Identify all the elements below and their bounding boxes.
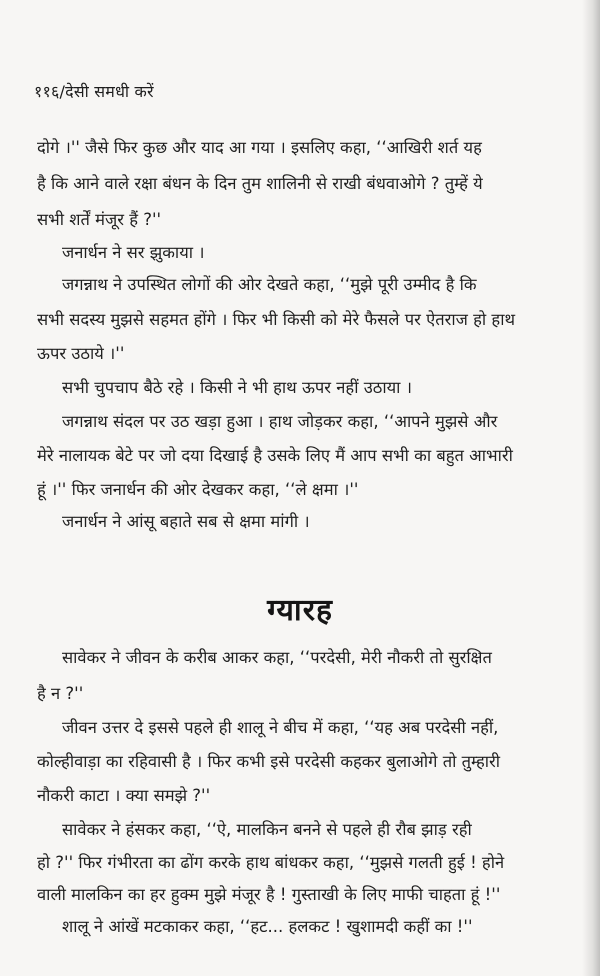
text-line: सावेकर ने जीवन के करीब आकर कहा, ‘‘परदेसी, मेरी नौकरी तो सुरक्षित	[62, 648, 492, 667]
text-line: सभी चुपचाप बैठे रहे । किसी ने भी हाथ ऊपर नहीं उठाया ।	[62, 378, 412, 397]
text-line: जगन्नाथ संदल पर उठ खड़ा हुआ । हाथ जोड़कर कहा, ‘‘आपने मुझसे और	[62, 412, 498, 431]
text-line: जगन्नाथ ने उपस्थित लोगों की ओर देखते कहा, ‘‘मुझे पूरी उम्मीद है कि	[62, 275, 477, 294]
running-head: ११६/देसी समधी करें	[34, 82, 154, 101]
text-line: हूं ।'' फिर जनार्धन की ओर देखकर कहा, ‘‘ले क्षमा ।''	[37, 480, 359, 499]
text-line: ऊपर उठाये ।''	[37, 344, 125, 363]
page-edge-shadow	[582, 0, 600, 976]
text-line: शालू ने आंखें मटकाकर कहा, ‘‘हट... हलकट ! खुशामदी कहीं का !''	[62, 917, 473, 936]
text-line: जनार्धन ने आंसू बहाते सब से क्षमा मांगी ।	[62, 512, 310, 531]
text-line: वाली मालकिन का हर हुक्म मुझे मंजूर है ! गुस्ताखी के लिए माफी चाहता हूं !''	[37, 885, 501, 904]
text-line: सावेकर ने हंसकर कहा, ‘‘ऐ, मालकिन बनने से पहले ही रौब झाड़ रही	[62, 820, 472, 839]
text-line: जीवन उत्तर दे इससे पहले ही शालू ने बीच में कहा, ‘‘यह अब परदेसी नहीं,	[62, 718, 499, 737]
text-line: नौकरी काटा । क्या समझे ?''	[37, 786, 211, 805]
text-line: सभी सदस्य मुझसे सहमत होंगे । फिर भी किसी को मेरे फैसले पर ऐतराज हो हाथ	[37, 310, 516, 329]
text-line: सभी शर्तें मंजूर हैं ?''	[37, 210, 162, 229]
text-line: है न ?''	[37, 684, 84, 703]
text-line: हो ?'' फिर गंभीरता का ढोंग करके हाथ बांधकर कहा, ‘‘मुझसे गलती हुई ! होने	[37, 853, 505, 872]
text-line: है कि आने वाले रक्षा बंधन के दिन तुम शालिनी से राखी बंधवाओगे ? तुम्हें ये	[37, 174, 483, 193]
text-line: जनार्धन ने सर झुकाया ।	[62, 243, 205, 262]
chapter-title: ग्यारह	[267, 593, 333, 628]
text-line: दोगे ।'' जैसे फिर कुछ और याद आ गया । इसलिए कहा, ‘‘आखिरी शर्त यह	[37, 138, 482, 157]
text-line: मेरे नालायक बेटे पर जो दया दिखाई है उसके लिए मैं आप सभी का बहुत आभारी	[37, 446, 513, 465]
text-line: कोल्हीवाड़ा का रहिवासी है । फिर कभी इसे परदेसी कहकर बुलाओगे तो तुम्हारी	[37, 752, 501, 771]
